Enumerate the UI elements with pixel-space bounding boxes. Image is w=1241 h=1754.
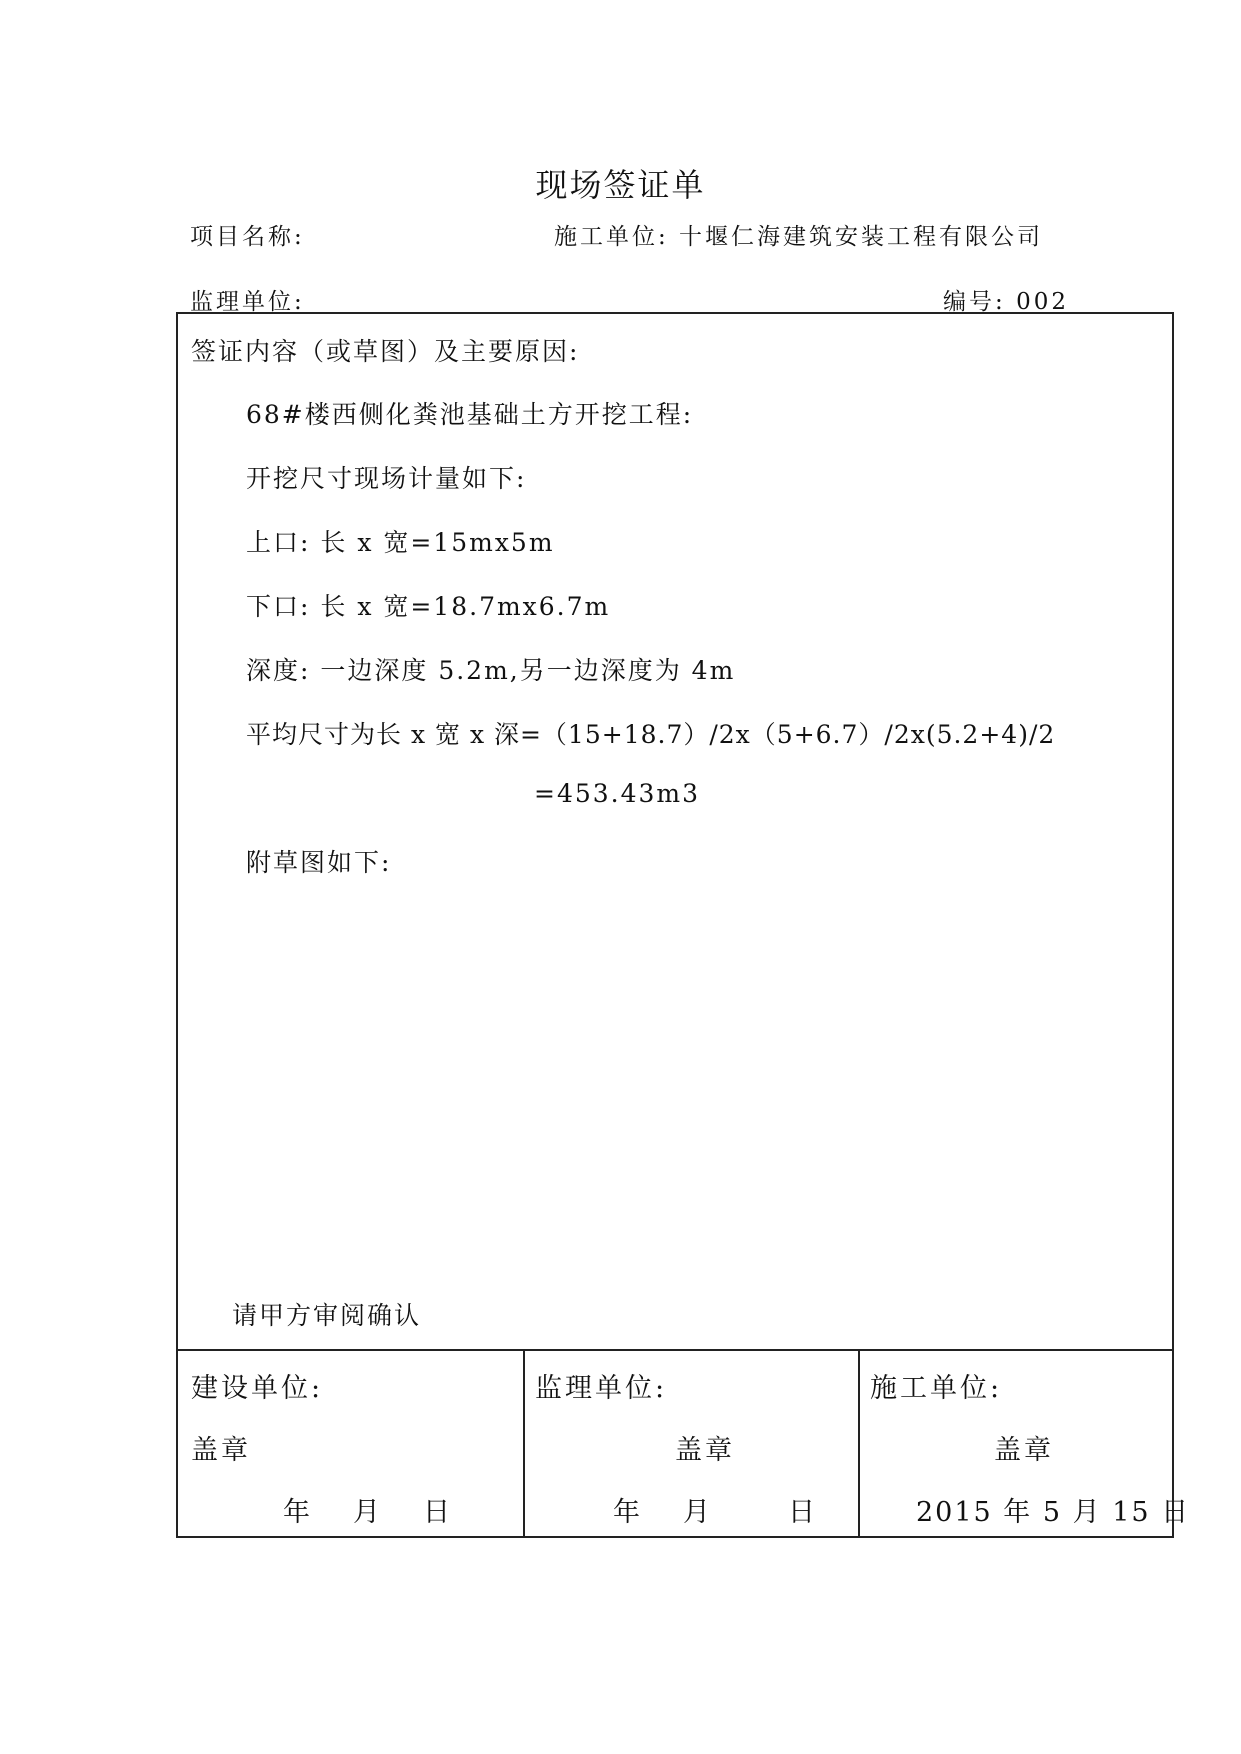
content-line-upper: 上口: 长 x 宽=15mx5m — [246, 528, 555, 557]
content-line-sketch: 附草图如下: — [246, 848, 392, 877]
owner-date: 年 月 日 — [283, 1497, 458, 1528]
visa-content-section — [178, 314, 1172, 1349]
page-title: 现场签证单 — [535, 166, 706, 204]
signature-contractor — [858, 1351, 1191, 1538]
content-line-lower: 下口: 长 x 宽=18.7mx6.7m — [246, 592, 611, 621]
owner-seal-label: 盖章 — [191, 1435, 251, 1466]
project-name-label: 项目名称: — [190, 224, 305, 250]
supervisor-seal-label: 盖章 — [675, 1435, 735, 1466]
supervisor-unit-label: 监理单位: — [535, 1373, 668, 1404]
signature-row — [178, 1349, 1191, 1538]
contractor-line: 施工单位: 十堰仁海建筑安装工程有限公司 — [554, 224, 1044, 250]
content-line-depth: 深度: 一边深度 5.2m,另一边深度为 4m — [246, 656, 736, 685]
content-line-project: 68#楼西侧化粪池基础土方开挖工程: — [246, 400, 694, 429]
content-heading: 签证内容（或草图）及主要原因: — [191, 337, 580, 366]
document-number: 编号: 002 — [943, 289, 1069, 315]
supervisor-label: 监理单位: — [190, 289, 305, 315]
content-line-result: =453.43m3 — [534, 779, 701, 808]
content-line-formula: 平均尺寸为长 x 宽 x 深=（15+18.7）/2x（5+6.7）/2x(5.2+4)/2 — [246, 720, 1056, 749]
owner-unit-label: 建设单位: — [191, 1373, 324, 1404]
content-request: 请甲方审阅确认 — [232, 1301, 422, 1330]
visa-form-table — [176, 312, 1191, 1538]
signature-owner — [178, 1351, 525, 1538]
contractor-unit-label: 施工单位: — [870, 1373, 1003, 1404]
supervisor-date: 年 月 日 — [613, 1497, 823, 1528]
signature-supervisor — [523, 1351, 860, 1538]
contractor-date: 2015 年 5 月 15 日 — [916, 1497, 1191, 1528]
contractor-seal-label: 盖章 — [994, 1435, 1054, 1466]
content-line-measure-intro: 开挖尺寸现场计量如下: — [246, 464, 527, 493]
